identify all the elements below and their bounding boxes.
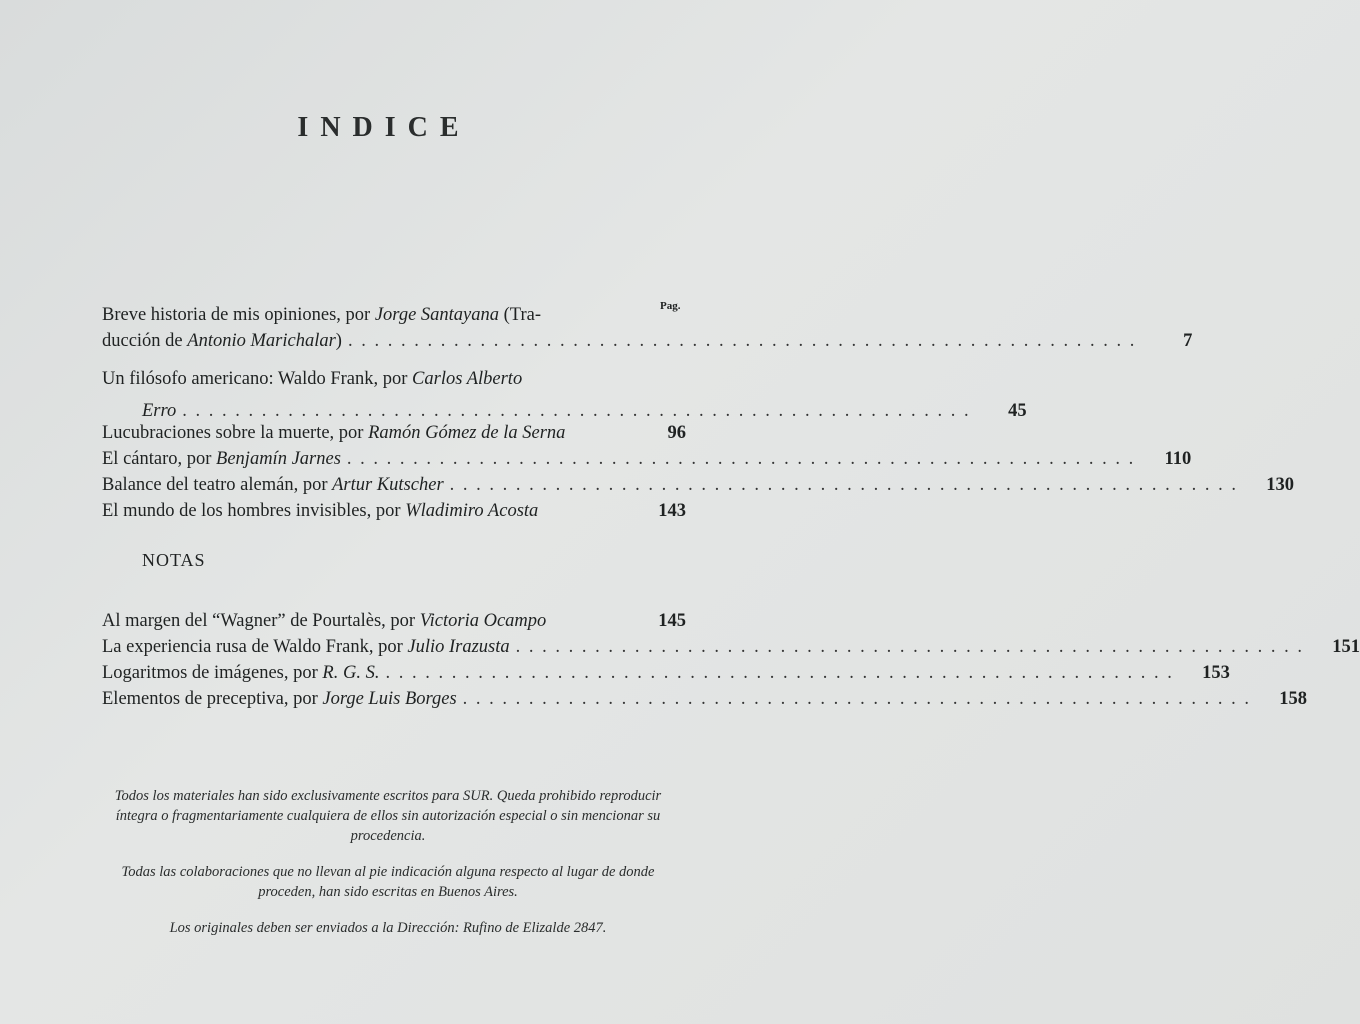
author: Carlos Alberto [412, 369, 523, 389]
dot-leader: . . . . . . . . . . . . . . . . . . . . . . . . . . . . . . . . . . . . . . . . . . . . . . . . . . . . . . . . . . . . [347, 331, 1137, 351]
toc-entry: Al margen del “Wagner” de Pourtalès, por Victoria Ocampo 145 [102, 608, 686, 634]
dot-leader: . . . . . . . . . . . . . . . . . . . . . . . . . . . . . . . . . . . . . . . . . . . . . . . . . . . . . . . . . . . . [515, 637, 1304, 657]
author: Erro [142, 401, 177, 421]
section-heading-notas: NOTAS [142, 550, 206, 570]
footnote-origin: Todas las colaboraciones que no llevan al pie indicación alguna respecto al lugar de donde proceden, han sido escritas en Buenos Aires. [121, 864, 655, 900]
author: Wladimiro Acosta [405, 501, 539, 521]
notas-list [102, 608, 1360, 712]
author: R. G. S. [322, 663, 380, 683]
page-number: 110 [1164, 449, 1192, 469]
author: Benjamín Jarnes [216, 449, 341, 469]
page-number: 158 [1279, 689, 1308, 709]
author: Julio Irazusta [407, 637, 510, 657]
toc-entry: Logaritmos de imágenes, por R. G. S. . . . . . . . . . . . . . . . . . . . . . . . . . . . . . . . . . . . . . . . . . . . . . . . . . . . . . . . . . . . . 153 [102, 660, 686, 686]
page-number: 153 [1202, 663, 1230, 683]
page-number: 7 [1183, 331, 1193, 351]
author: Jorge Luis Borges [322, 689, 457, 709]
page-number: 96 [667, 423, 686, 443]
author: Artur Kutscher [332, 475, 444, 495]
page-number: 45 [1008, 401, 1027, 421]
page-number: 130 [1266, 475, 1295, 495]
toc-entry [102, 302, 1193, 354]
toc-entry-line: Breve historia de mis opiniones, por Jorge Santayana (Tra- [102, 305, 541, 325]
page-number: 151 [1332, 637, 1360, 657]
author: Antonio Marichalar [187, 331, 336, 351]
author: Jorge Santayana [374, 305, 500, 325]
toc-entry: Un filósofo americano: Waldo Frank, por Carlos Alberto Erro . . . . . . . . . . . . . . . . . . . . . . . . . . . . . . . . . . . . . . . . . . . . . . . . . . . . . . . . . . . . 45 [102, 366, 686, 424]
dot-leader: . . . . . . . . . . . . . . . . . . . . . . . . . . . . . . . . . . . . . . . . . . . . . . . . . . . . . . . . . . . . [346, 449, 1136, 469]
page-number: 145 [658, 611, 686, 631]
page-column-label: Pag. [660, 300, 681, 312]
dot-leader: . . . . . . . . . . . . . . . . . . . . . . . . . . . . . . . . . . . . . . . . . . . . . . . . . . . . . . . . . . . . [462, 689, 1252, 709]
footnote-rights: Todos los materiales han sido exclusivamente escritos para SUR. Queda prohibido reproducir íntegra o fragmentariamente cualquiera de ellos sin autorización especial o sin mencionar su procedencia. [114, 788, 662, 844]
toc-entry-line: ducción de Antonio Marichalar) . . . . . . . . . . . . . . . . . . . . . . . . . . . . . . . . . . . . . . . . . . . . . . . . . . . . . . . . . . . . 7 [102, 328, 686, 354]
dot-leader: . . . . . . . . . . . . . . . . . . . . . . . . . . . . . . . . . . . . . . . . . . . . . . . . . . . . . . . . . . . . [385, 663, 1174, 683]
page-title: INDICE [297, 112, 471, 143]
dot-leader: . . . . . . . . . . . . . . . . . . . . . . . . . . . . . . . . . . . . . . . . . . . . . . . . . . . . . . . . . . . . [182, 401, 971, 421]
footnote-address: Los originales deben ser enviados a la Dirección: Rufino de Elizalde 2847. [169, 920, 607, 936]
toc-entry: Elementos de preceptiva, por Jorge Luis Borges . . . . . . . . . . . . . . . . . . . . . . . . . . . . . . . . . . . . . . . . . . . . . . . . . . . . . . . . . . . . 158 [102, 686, 686, 712]
page-number: 143 [658, 501, 686, 521]
toc-entry: Lucubraciones sobre la muerte, por Ramón Gómez de la Serna 96 El cántaro, por Benjamín Jarnes . . . . . . . . . . . . . . . . . . . . . . . . . . . . . . . . . . . . . . . . . . . . . . . . . . . . . . . . . . . . 110 Balance del teatro alemán, por Artur Kutscher . . . . . . . . . . . . . . . . . . . . . . . . . . . . . . . . . . . . . . . . . . . . . . . . . . . . . . . . . . . . 130 El mundo de los hombres invisibles, por Wladimiro Acosta 143 [102, 420, 686, 524]
toc-entry: La experiencia rusa de Waldo Frank, por Julio Irazusta . . . . . . . . . . . . . . . . . . . . . . . . . . . . . . . . . . . . . . . . . . . . . . . . . . . . . . . . . . . . 151 [102, 634, 686, 660]
author: Victoria Ocampo [419, 611, 547, 631]
dot-leader: . . . . . . . . . . . . . . . . . . . . . . . . . . . . . . . . . . . . . . . . . . . . . . . . . . . . . . . . . . . . [449, 475, 1239, 495]
author: Ramón Gómez de la Serna [368, 423, 566, 443]
